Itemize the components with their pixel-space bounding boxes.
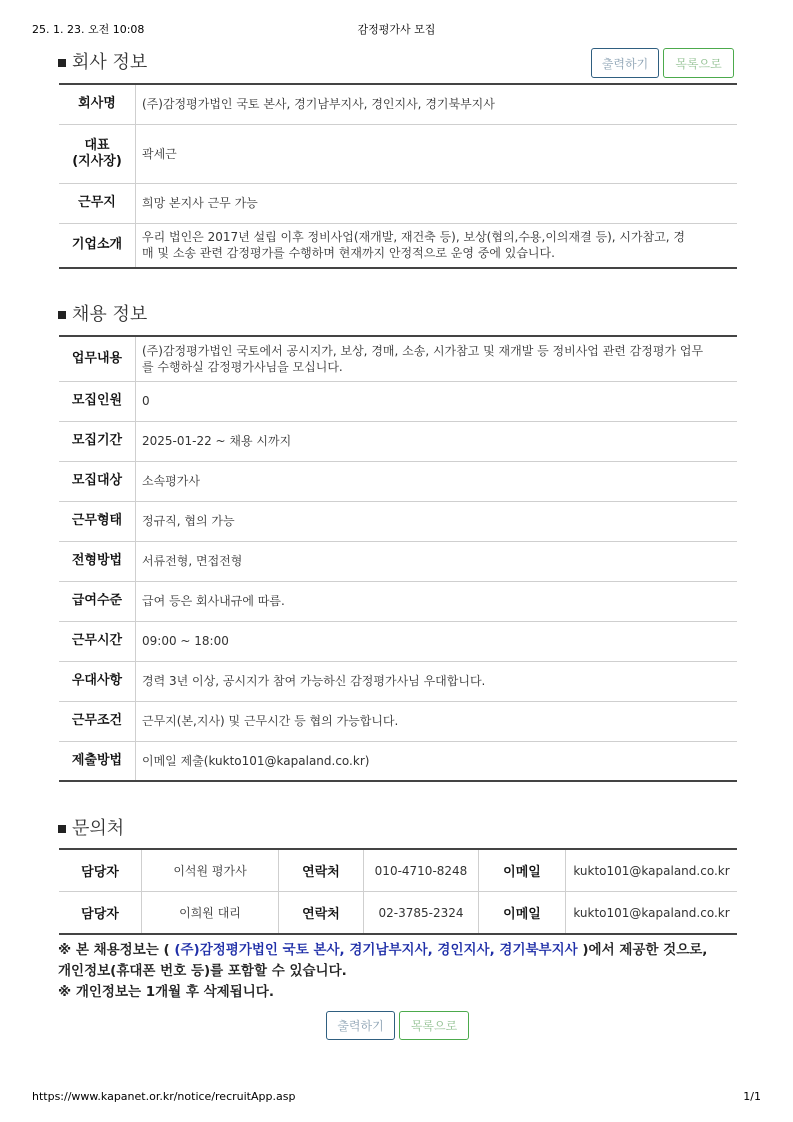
ceo-value: 곽세근	[136, 124, 738, 183]
company-section-title	[58, 48, 147, 74]
company-name-value: (주)감정평가법인 국토 본사, 경기남부지사, 경인지사, 경기북부지사	[142, 97, 495, 112]
table-row	[59, 124, 737, 183]
manager-name: 이석원 평가사	[142, 849, 279, 892]
table-row	[59, 581, 737, 621]
company-info-table	[59, 83, 737, 269]
selection-method-value: 서류전형, 면접전형	[136, 541, 738, 581]
table-row	[59, 223, 737, 268]
phone-value: 02-3785-2324	[364, 892, 479, 935]
email-label: 이메일	[479, 849, 566, 892]
manager-label: 담당자	[59, 849, 142, 892]
square-bullet-icon	[58, 825, 66, 833]
print-header-date: 25. 1. 23. 오전 10:08	[32, 23, 145, 36]
contact-section-title-text: 문의처	[72, 818, 125, 839]
print-header-title: 감정평가사 모집	[357, 23, 436, 36]
company-intro-value: 우리 법인은 2017년 설립 이후 정비사업(재개발, 재건축 등), 보상(협의,수용,이의재결 등), 시가참고, 경 매 및 소송 관련 감정평가를 수행하며 현재까지 안정적으로 운영 중에 있습니다.	[136, 223, 738, 268]
employment-type-label: 근무형태	[59, 501, 136, 541]
selection-method-label: 전형방법	[59, 541, 136, 581]
company-section-title-text: 회사 정보	[72, 52, 148, 73]
notice-company: (주)감정평가법인 국토 본사, 경기남부지사, 경인지사, 경기북부지사	[174, 942, 578, 958]
table-row	[59, 183, 737, 223]
preference-label: 우대사항	[59, 661, 136, 701]
notice-line-2: 개인정보(휴대폰 번호 등)를 포함할 수 있습니다.	[58, 963, 347, 979]
ceo-label: 대표 (지사장)	[59, 124, 136, 183]
submission-method-value: 이메일 제출(kukto101@kapaland.co.kr)	[136, 741, 738, 781]
phone-label: 연락처	[279, 892, 364, 935]
email-value: kukto101@kapaland.co.kr	[566, 892, 738, 935]
target-value: 소속평가사	[136, 461, 738, 501]
table-row	[59, 501, 737, 541]
notice-line-1	[58, 940, 748, 961]
print-footer-url: https://www.kapanet.or.kr/notice/recruitApp.asp	[32, 1090, 296, 1103]
work-conditions-label: 근무조건	[59, 701, 136, 741]
table-row	[59, 849, 737, 892]
table-row	[59, 741, 737, 781]
headcount-label: 모집인원	[59, 381, 136, 421]
workplace-value: 희망 본지사 근무 가능	[136, 183, 738, 223]
notice-suffix: )에서 제공한 것으로,	[577, 942, 708, 958]
manager-label: 담당자	[59, 892, 142, 935]
table-row	[59, 461, 737, 501]
table-row	[59, 541, 737, 581]
salary-label: 급여수준	[59, 581, 136, 621]
company-intro-label: 기업소개	[59, 223, 136, 268]
workplace-label: 근무지	[59, 183, 136, 223]
period-value: 2025-01-22 ~ 채용 시까지	[136, 421, 738, 461]
table-row	[59, 84, 737, 124]
employment-type-value: 정규직, 협의 가능	[136, 501, 738, 541]
notice-prefix: ※ 본 채용정보는 (	[58, 942, 175, 958]
list-button-top[interactable]: 목록으로	[663, 48, 734, 78]
work-conditions-value: 근무지(본,지사) 및 근무시간 등 협의 가능합니다.	[136, 701, 738, 741]
table-row	[59, 421, 737, 461]
print-button-bottom[interactable]: 출력하기	[326, 1011, 395, 1040]
work-hours-label: 근무시간	[59, 621, 136, 661]
job-description-value: (주)감정평가법인 국토에서 공시지가, 보상, 경매, 소송, 시가참고 및 재개발 등 정비사업 관련 감정평가 업무 를 수행하실 감정평가사님을 모십니다.	[142, 343, 704, 374]
email-value: kukto101@kapaland.co.kr	[573, 863, 730, 878]
period-label: 모집기간	[59, 421, 136, 461]
contact-section-title	[58, 814, 124, 840]
notice-line-3: ※ 개인정보는 1개월 후 삭제됩니다.	[58, 984, 274, 1000]
work-hours-value: 09:00 ~ 18:00	[136, 621, 738, 661]
recruit-info-table	[59, 335, 737, 782]
phone-value: 010-4710-8248	[364, 849, 479, 892]
privacy-notice	[58, 940, 748, 1003]
table-row	[59, 381, 737, 421]
email-label: 이메일	[479, 892, 566, 935]
manager-name: 이희원 대리	[142, 892, 279, 935]
print-button-top[interactable]: 출력하기	[591, 48, 659, 78]
recruit-section-title	[58, 300, 147, 326]
table-row	[59, 621, 737, 661]
table-row	[59, 701, 737, 741]
target-label: 모집대상	[59, 461, 136, 501]
print-footer-page: 1/1	[743, 1090, 761, 1103]
salary-value: 급여 등은 회사내규에 따름.	[136, 581, 738, 621]
table-row	[59, 661, 737, 701]
list-button-bottom[interactable]: 목록으로	[399, 1011, 469, 1040]
job-description-label: 업무내용	[59, 336, 136, 381]
company-name-label: 회사명	[59, 84, 136, 124]
phone-label: 연락처	[279, 849, 364, 892]
square-bullet-icon	[58, 59, 66, 67]
table-row	[59, 336, 737, 381]
headcount-value: 0	[136, 381, 738, 421]
recruit-section-title-text: 채용 정보	[72, 304, 148, 325]
square-bullet-icon	[58, 311, 66, 319]
table-row	[59, 892, 737, 935]
submission-method-label: 제출방법	[59, 741, 136, 781]
preference-value: 경력 3년 이상, 공시지가 참여 가능하신 감정평가사님 우대합니다.	[136, 661, 738, 701]
contact-table	[59, 848, 737, 935]
